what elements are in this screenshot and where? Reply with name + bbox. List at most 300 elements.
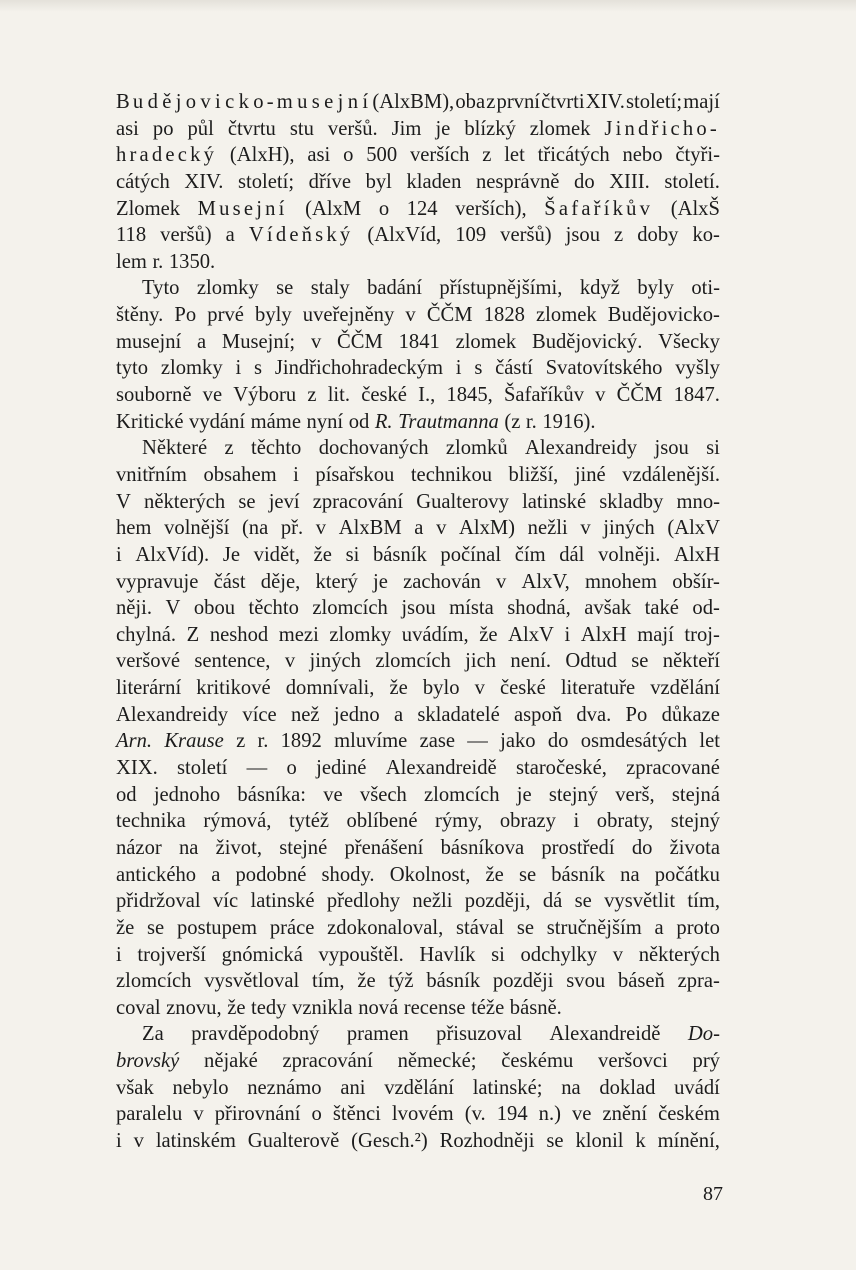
word: básníkova (440, 836, 525, 859)
word: Alexandreidě (385, 757, 497, 780)
word: nežli (412, 890, 453, 913)
spaced-title-word: o (185, 91, 200, 113)
word: Odtud (565, 650, 617, 673)
word: zpra- (677, 970, 720, 993)
word: jsou (654, 437, 689, 460)
word: obrazy (499, 810, 556, 833)
word: štěnci (332, 1103, 381, 1126)
word: na (620, 863, 640, 886)
word: do (631, 836, 653, 859)
word: přenášení (344, 836, 424, 859)
word: uvádí (674, 1076, 720, 1099)
word: vzdělání (650, 677, 720, 700)
word: z (307, 384, 317, 407)
word: souborně (116, 384, 192, 407)
text-line (116, 1048, 720, 1075)
word: důkaze (661, 703, 720, 726)
spaced-title-word: Musejní (197, 197, 288, 220)
text-line (116, 862, 720, 889)
word: nesprávně (475, 170, 560, 193)
word: (Gesch.²) (351, 1129, 428, 1152)
word: stával (456, 916, 505, 939)
word: že (479, 623, 498, 646)
word: nebylo (172, 1076, 229, 1099)
italic-word: Do- (687, 1023, 720, 1046)
word: pramen (346, 1023, 409, 1046)
word: 109 (455, 224, 487, 247)
word: neshod (209, 623, 269, 646)
word: od (348, 410, 370, 433)
word: oba (455, 91, 486, 113)
text-line (116, 355, 720, 382)
word: zase (419, 730, 455, 753)
word: děje, (260, 570, 301, 593)
word: jsou (565, 224, 601, 247)
word: do (547, 730, 569, 753)
word: cátých (116, 170, 170, 193)
word: n.) (538, 1103, 561, 1126)
word: 1350. (168, 250, 216, 273)
word: vzdálenější. (622, 463, 720, 486)
word: Některé (142, 437, 208, 460)
word: v (405, 304, 416, 327)
word: 194 (496, 1103, 528, 1126)
word: ani (340, 1076, 366, 1099)
text-line (116, 675, 720, 702)
text-line (116, 462, 720, 489)
word: vysvětlit (604, 890, 676, 913)
word: Šafaříkův (503, 384, 584, 407)
word: AlxH (580, 623, 627, 646)
word: prostředí (541, 836, 615, 859)
word: veršové (116, 650, 181, 673)
word: v (310, 330, 322, 353)
word: písařskou (315, 463, 395, 486)
word: Rozhodněji (439, 1129, 535, 1152)
word: v (474, 677, 485, 700)
word: že (313, 543, 332, 566)
italic-word: R. (374, 410, 393, 433)
word: zlomky (196, 277, 259, 300)
word: v (133, 1129, 144, 1152)
word: let (504, 144, 525, 167)
word: i (455, 357, 462, 380)
word: bylo (422, 677, 460, 700)
word: antického (116, 863, 197, 886)
text-line (116, 995, 720, 1022)
word: který (315, 570, 358, 593)
text-line (116, 275, 720, 302)
word: názor (116, 836, 162, 859)
word: básník (551, 863, 606, 886)
spaced-title-word: v (200, 91, 214, 113)
word: vyšly (675, 357, 720, 380)
word: z (236, 730, 246, 753)
text-line (116, 569, 720, 596)
spaced-title-word: u (297, 91, 311, 113)
word: přisuzoval (436, 1023, 522, 1046)
word: dva. (576, 703, 612, 726)
word: asi (116, 117, 139, 140)
word: neznámo (247, 1076, 322, 1099)
spaced-title-word: i (215, 91, 224, 113)
word: není. (510, 650, 552, 673)
word: všech (359, 783, 407, 806)
word: mno- (676, 490, 720, 513)
text-line (116, 169, 720, 196)
word: coval (116, 996, 161, 1019)
word: rýmová, (203, 810, 272, 833)
word: se (574, 890, 592, 913)
word: recense (403, 996, 466, 1019)
text-line (116, 888, 720, 915)
word: př. (280, 517, 304, 540)
word: Jindřichohradeckým (274, 357, 443, 380)
word: se (238, 490, 256, 513)
word: místa (449, 597, 494, 620)
word: stejné (279, 836, 328, 859)
word: tím, (687, 890, 720, 913)
word: čtvrtu (227, 117, 276, 140)
word: skladatelé (417, 703, 500, 726)
word: na (178, 836, 199, 859)
word: asi (307, 144, 331, 167)
text-line (116, 196, 720, 223)
word: Alexandreidy (116, 703, 229, 726)
page-top-shadow (0, 0, 856, 12)
word: byl (365, 170, 392, 193)
word: se (518, 863, 537, 886)
word: české (499, 677, 546, 700)
word: hem (116, 517, 152, 540)
text-line (116, 116, 720, 143)
word: tím, (311, 970, 345, 993)
word: uveřejněny (302, 304, 395, 327)
word: AlxV, (521, 570, 570, 593)
word: se (631, 650, 649, 673)
word: (v. (464, 1103, 486, 1126)
word: (AlxV (667, 517, 720, 540)
word: byly (255, 304, 292, 327)
word: a (197, 330, 207, 353)
word: čtvrti (541, 91, 585, 113)
word: pravděpodobný (191, 1023, 320, 1046)
spaced-title-word: e (324, 91, 337, 113)
word: v (315, 517, 327, 540)
word: jsou (401, 597, 436, 620)
text-line (116, 1128, 720, 1155)
word: rýmy, (435, 810, 483, 833)
word: o (286, 757, 297, 780)
word: vysvětloval (204, 970, 300, 993)
word: (z (504, 410, 521, 433)
word: první (496, 91, 540, 113)
word: 1916). (542, 410, 596, 433)
word: zlomcích (312, 597, 388, 620)
word: jeví (268, 490, 300, 513)
word: štěny. (116, 304, 164, 327)
word: AlxM) (458, 517, 516, 540)
word: Budějovický. (531, 330, 643, 353)
word: Jim (391, 117, 422, 140)
word: veršů) (500, 224, 552, 247)
word: zlomcích (424, 783, 500, 806)
word: přirovnání (214, 1103, 301, 1126)
word: Havlík (419, 943, 476, 966)
word: skladby (599, 490, 664, 513)
word: 1847. (673, 384, 720, 407)
text-line (116, 409, 720, 436)
word: znovu, (166, 996, 222, 1019)
word: troj- (684, 623, 720, 646)
word: z (224, 437, 234, 460)
word: se (546, 1129, 564, 1152)
word: německé; (397, 1050, 477, 1073)
word: byly (637, 277, 674, 300)
word: kritikové (196, 677, 271, 700)
word: i (235, 357, 242, 380)
word: vzdělání (384, 1076, 454, 1099)
page-number: 87 (703, 1183, 723, 1205)
word: volnější (164, 517, 230, 540)
word: latinské (522, 490, 587, 513)
word: zlomek (529, 117, 591, 140)
word: zlomky (160, 357, 223, 380)
word: život, (215, 836, 262, 859)
word: verších (409, 144, 470, 167)
spaced-title-word: Jindřicho- (604, 117, 720, 140)
word: Výboru (233, 384, 297, 407)
word: mají (683, 91, 720, 113)
word: století; (238, 170, 295, 193)
word: v (496, 570, 507, 593)
word: (AlxŠ (670, 197, 720, 220)
word: prvé (207, 304, 244, 327)
text-line (116, 942, 720, 969)
word: od (116, 783, 137, 806)
word: XIV. (585, 91, 625, 113)
spaced-title-word: k (238, 91, 253, 113)
word: lvovém (391, 1103, 454, 1126)
word: českému (501, 1050, 574, 1073)
word: mají (637, 623, 674, 646)
word: dá (542, 890, 563, 913)
word: po (152, 117, 174, 140)
word: ve (202, 384, 223, 407)
spaced-title-word: hradecký (116, 144, 218, 167)
word: než (291, 703, 320, 726)
word: volněji. (598, 543, 661, 566)
word: i (116, 943, 122, 966)
word: v (436, 517, 447, 540)
word: Alexandreidy (525, 437, 638, 460)
text-line (116, 1075, 720, 1102)
word: bližší, (508, 463, 559, 486)
word: AlxVíd). (135, 543, 210, 566)
word: zlomky (329, 623, 392, 646)
word: českém (658, 1103, 720, 1126)
word: doklad (599, 1076, 656, 1099)
word: (AlxBM), (372, 91, 455, 113)
word: Alexandreidě (549, 1023, 661, 1046)
word: (AlxH), (229, 144, 295, 167)
text-line (116, 782, 720, 809)
word: staly (310, 277, 350, 300)
word: že (227, 996, 246, 1019)
word: o (311, 1103, 322, 1126)
word: a (393, 703, 404, 726)
word: někteří (662, 650, 720, 673)
word: vydání (189, 410, 246, 433)
text-line (116, 329, 720, 356)
word: (na (241, 517, 269, 540)
word: lit. (327, 384, 351, 407)
text-line (116, 835, 720, 862)
word: latinské (250, 890, 315, 913)
word: nová (358, 996, 399, 1019)
word: shody. (321, 863, 375, 886)
text-line (116, 542, 720, 569)
word: literární (116, 677, 182, 700)
word: Z (186, 623, 200, 646)
spaced-title-word: ě (162, 91, 175, 113)
word: let (699, 730, 720, 753)
word: české (361, 384, 407, 407)
word: je (372, 570, 388, 593)
spaced-title-word: n (347, 91, 362, 113)
word: stručnějším (546, 916, 642, 939)
word: života (669, 836, 720, 859)
word: blízký (464, 117, 516, 140)
word: básník (426, 970, 481, 993)
spaced-title-word: Bu (116, 91, 147, 113)
word: obou (193, 597, 236, 620)
word: že (116, 916, 135, 939)
word: přidržoval (116, 890, 201, 913)
text-line (116, 808, 720, 835)
word: je (516, 783, 532, 806)
word: vnitřním (116, 463, 187, 486)
word: Musejní; (221, 330, 296, 353)
word: vypouštěl. (318, 943, 404, 966)
text-line (116, 222, 720, 249)
word: přístupnějšími, (439, 277, 563, 300)
word: tytéž (288, 810, 329, 833)
word: v (284, 650, 296, 673)
word: více (242, 703, 277, 726)
word: básník (372, 543, 427, 566)
word: Svatovítského (545, 357, 663, 380)
word: zdokonaloval, (327, 916, 444, 939)
word: sentence, (194, 650, 271, 673)
word: zlomek (536, 304, 597, 327)
word: k (635, 1129, 646, 1152)
word: Je (222, 543, 240, 566)
word: těchto (251, 437, 302, 460)
text-line (116, 702, 720, 729)
word: si (706, 437, 720, 460)
word: částí (495, 357, 533, 380)
word: zlomcích (375, 650, 451, 673)
text-line (116, 302, 720, 329)
word: zlomků (445, 437, 508, 460)
text-line (116, 515, 720, 542)
word: když (579, 277, 620, 300)
word: počínal (440, 543, 502, 566)
word: tedy (251, 996, 287, 1019)
word: stejný (548, 783, 599, 806)
spaced-title-word: j (175, 91, 185, 113)
word: verš, (615, 783, 655, 806)
word: paralelu (116, 1103, 183, 1126)
word: se (147, 916, 165, 939)
word: máme (250, 410, 301, 433)
word: nějaké (204, 1050, 258, 1073)
word: báseň (617, 970, 665, 993)
text-line (116, 249, 720, 276)
word: 1841 (398, 330, 440, 353)
word: ve (323, 783, 343, 806)
word: jedno (333, 703, 380, 726)
italic-word: Arn. (116, 730, 153, 753)
word: část (213, 570, 246, 593)
word: V (165, 597, 181, 620)
word: v (580, 517, 591, 540)
word: prý (692, 1050, 720, 1073)
word: XIII. (609, 170, 650, 193)
text-line (116, 142, 720, 169)
word: r. (257, 730, 269, 753)
text-line (116, 1021, 720, 1048)
word: vypravuje (116, 570, 199, 593)
word: veršovci (598, 1050, 668, 1073)
word: třicátých (537, 144, 610, 167)
word: r. (152, 250, 164, 273)
word: něji. (116, 597, 153, 620)
word: zachován (403, 570, 481, 593)
word: AlxH (674, 543, 720, 566)
word: i (116, 543, 122, 566)
text-line (116, 89, 720, 116)
word: znění (602, 1103, 648, 1126)
spaced-title-word: c (225, 91, 238, 113)
word: ko- (692, 224, 720, 247)
word: zlomcích (116, 970, 192, 993)
word: odchylky (520, 943, 598, 966)
word: oti- (691, 277, 720, 300)
word: dál (559, 543, 585, 566)
word: že (357, 970, 376, 993)
word: 118 (116, 224, 147, 247)
word: zpracování (282, 1050, 373, 1073)
word: i (293, 463, 299, 486)
word: nebo (622, 144, 663, 167)
word: postupem (176, 916, 258, 939)
italic-word: Krause (164, 730, 224, 753)
word: veršů. (327, 117, 378, 140)
word: v (595, 384, 606, 407)
word: — (467, 730, 488, 753)
italic-word: Trautmanna (398, 410, 499, 433)
word: práce (269, 916, 315, 939)
word: že (389, 677, 408, 700)
word: z (486, 91, 496, 113)
word: badání (367, 277, 422, 300)
word: (AlxM (305, 197, 362, 220)
word: jako (500, 730, 536, 753)
word: se (276, 277, 294, 300)
word: 124 (406, 197, 438, 220)
